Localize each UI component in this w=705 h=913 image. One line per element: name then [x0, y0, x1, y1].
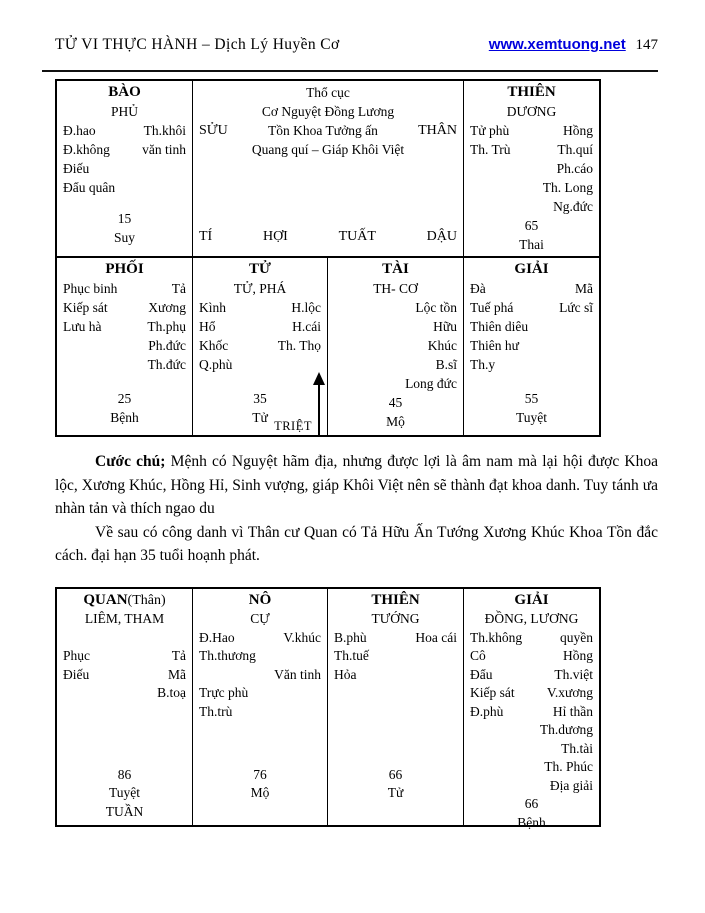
star-row	[63, 140, 186, 159]
star-left: Điếu	[63, 666, 90, 682]
star-row	[199, 703, 321, 722]
star-row	[334, 298, 457, 317]
cell-giai	[464, 258, 599, 435]
star-row	[63, 178, 186, 197]
star-left: Kiếp sát	[63, 300, 108, 315]
life-stage: Suy	[113, 230, 135, 245]
star-right: Hỉ thần	[552, 703, 593, 719]
palace-main-stars: ĐỒNG, LƯƠNG	[484, 611, 579, 626]
star-left	[63, 629, 66, 648]
palace-title-text: THIÊN	[371, 592, 420, 608]
star-left: Kình	[199, 300, 226, 315]
life-stage: Bệnh	[517, 814, 546, 830]
star-left: Đ.phù	[470, 703, 504, 719]
life-stage: Thai	[519, 237, 544, 252]
star-row	[334, 666, 457, 685]
star-row	[470, 159, 593, 178]
star-right: Hồng	[563, 648, 593, 663]
star-row	[63, 121, 186, 140]
life-stage: Mộ	[250, 785, 270, 800]
star-left: Tuế phá	[470, 300, 514, 315]
star-row	[470, 178, 593, 197]
star-right: Th.đức	[147, 357, 186, 372]
upper-row-1	[57, 81, 599, 258]
palace-main-stars: TH- CƠ	[373, 281, 418, 296]
star-left: Th.thương	[199, 648, 256, 663]
star-row	[470, 629, 593, 648]
star-left: Hỏa	[334, 666, 357, 682]
palace-title	[334, 260, 457, 279]
star-right: Ng.đức	[553, 199, 593, 214]
star-left: Th.trù	[199, 703, 233, 719]
palace-title	[63, 591, 186, 610]
star-right: Tả	[171, 281, 186, 296]
cell-phoi	[57, 258, 193, 435]
star-left: Thiên hư	[470, 338, 519, 353]
star-left: Điếu	[63, 161, 90, 176]
star-row	[63, 298, 186, 317]
star-right: Tả	[171, 648, 186, 663]
palace-title-text: PHỐI	[105, 261, 144, 277]
cell-giai-dong-luong	[464, 589, 599, 830]
branch-bottom-row	[199, 227, 457, 247]
palace-footer	[199, 389, 321, 427]
star-row	[199, 666, 321, 685]
palace-main-stars: PHỦ	[110, 104, 138, 119]
star-right: Địa giải	[549, 777, 593, 793]
star-right: Khúc	[427, 338, 457, 353]
age-number: 86	[117, 766, 132, 782]
palace-title	[334, 591, 457, 610]
star-row	[470, 355, 593, 374]
star-row	[470, 666, 593, 685]
tuvi-chart-upper	[55, 79, 601, 437]
star-right: Th.phụ	[147, 319, 186, 334]
career-paragraph	[55, 521, 658, 568]
star-right: Hoa cái	[415, 629, 457, 645]
star-row	[334, 647, 457, 666]
footnotes	[55, 450, 658, 568]
palace-footer	[199, 766, 321, 822]
palace-footer	[470, 216, 593, 254]
palace-title	[470, 260, 593, 279]
star-left: Đẩu quân	[63, 180, 116, 195]
star-row	[470, 740, 593, 759]
age-number: 35	[253, 391, 267, 406]
palace-footer	[63, 389, 186, 427]
star-right: V.xương	[546, 685, 593, 700]
star-row	[470, 197, 593, 216]
page-number: 147	[635, 37, 658, 53]
star-right: Th.dương	[539, 722, 593, 737]
star-row	[470, 647, 593, 666]
star-row	[63, 159, 186, 178]
palace-marker	[199, 803, 321, 822]
palace-footer	[63, 766, 186, 822]
star-right: Th. Thọ	[277, 338, 321, 353]
palace-title	[199, 591, 321, 610]
cell-thien-tuong	[328, 589, 464, 825]
star-right: Th.việt	[554, 666, 593, 682]
star-row	[63, 684, 186, 703]
age-number: 66	[388, 766, 403, 782]
star-right: H.lộc	[291, 300, 321, 315]
star-left: Hổ	[199, 319, 216, 334]
star-left: Đ.không	[63, 142, 110, 157]
star-right: Long đức	[405, 376, 457, 391]
branch-label: HỢI	[262, 229, 288, 244]
star-row	[470, 777, 593, 796]
footnote-lead: Cước chú;	[95, 453, 166, 470]
tuvi-chart-lower	[55, 587, 601, 830]
palace-title-text: TÀI	[382, 261, 409, 277]
branch-label: TUẤT	[338, 229, 376, 244]
footnote-paragraph	[55, 450, 658, 521]
star-right: Hữu	[433, 319, 457, 334]
footnote-body: Mệnh có Nguyệt hãm địa, nhưng được lợi là âm nam mà lại hội được Khoa lộc, Xương Khúc, Hồng Hỉ, Sinh vượng, giáp Khôi Việt nên sẽ thành đạt khoa danh. Tuy tánh ưa nhàn tản và thích ngao du	[55, 453, 658, 517]
cuc-line: Tồn Khoa Tưởng ấn	[268, 123, 378, 138]
star-row	[470, 703, 593, 722]
palace-footer	[334, 766, 457, 822]
star-right: Ph.cáo	[556, 161, 593, 176]
star-left: Th.tuế	[334, 648, 369, 663]
star-right: B.toạ	[157, 685, 186, 700]
life-stage: Tử	[387, 785, 404, 800]
page-header	[55, 36, 658, 54]
star-left: Kiếp sát	[470, 685, 515, 700]
star-right: Th. Phúc	[544, 759, 593, 774]
star-row	[199, 647, 321, 666]
header-rule	[42, 70, 658, 72]
star-right: Mã	[168, 666, 186, 682]
star-right: Th.khôi	[143, 123, 186, 138]
star-row	[199, 684, 321, 703]
star-row	[334, 374, 457, 393]
cell-cuc-center	[193, 81, 464, 256]
branch-than: THÂN	[418, 123, 457, 138]
star-left: Tử phù	[470, 123, 510, 138]
star-left: Đà	[470, 281, 486, 296]
cuc-line: Cơ Nguyệt Đồng Lương	[261, 104, 395, 119]
palace-main-stars: CỰ	[250, 611, 270, 626]
palace-title-text: TỬ	[249, 261, 271, 277]
star-row	[470, 298, 593, 317]
life-stage: Mộ	[386, 414, 405, 429]
star-left: Q.phù	[199, 357, 233, 372]
star-row	[63, 666, 186, 685]
palace-main-stars: TƯỚNG	[371, 611, 420, 626]
branch-label: TÍ	[199, 229, 213, 244]
palace-main-stars: TỬ, PHÁ	[233, 281, 287, 296]
life-stage: Bệnh	[110, 410, 139, 425]
star-row	[199, 336, 321, 355]
palace-marker: TUẦN	[105, 803, 144, 819]
palace-title	[470, 591, 593, 610]
palace-marker	[334, 803, 457, 822]
star-row	[199, 317, 321, 336]
cell-tu	[193, 258, 328, 435]
star-row	[334, 629, 457, 648]
palace-footer	[470, 389, 593, 427]
upper-row-2	[57, 258, 599, 435]
palace-title	[63, 260, 186, 279]
star-row	[63, 336, 186, 355]
palace-footer	[63, 209, 186, 247]
cell-no	[193, 589, 328, 825]
palace-title	[63, 83, 186, 102]
star-left: Đ.Hao	[199, 629, 235, 645]
palace-title-text: NÔ	[248, 592, 272, 608]
star-right: Lức sĩ	[559, 300, 593, 315]
star-row	[63, 279, 186, 298]
star-row	[334, 336, 457, 355]
header-right	[489, 36, 658, 54]
star-right: Văn tinh	[274, 666, 321, 682]
star-right: Ph.đức	[148, 338, 186, 353]
site-link[interactable]: www.xemtuong.net	[488, 36, 626, 53]
palace-footer	[470, 795, 593, 832]
star-row	[334, 355, 457, 374]
star-row	[334, 317, 457, 336]
cell-tai	[328, 258, 464, 435]
age-number: 15	[117, 211, 132, 226]
palace-main-stars: DƯƠNG	[506, 104, 557, 119]
star-row	[470, 317, 593, 336]
star-left: Cô	[470, 648, 486, 663]
star-left: Lưu hà	[63, 319, 102, 334]
palace-footer	[334, 393, 457, 431]
cell-quan	[57, 589, 193, 825]
star-left: Phục	[63, 648, 90, 663]
star-row	[199, 629, 321, 648]
star-left: Trực phù	[199, 685, 249, 700]
life-stage: Tuyệt	[108, 785, 140, 800]
palace-title-suffix: (Thân)	[127, 593, 166, 608]
palace-title	[199, 260, 321, 279]
star-left: B.phù	[334, 629, 367, 645]
star-left: Th.không	[470, 629, 523, 645]
cell-thien-duong	[464, 81, 599, 256]
cuc-line: Thổ cục	[306, 85, 350, 100]
star-row	[470, 140, 593, 159]
star-row	[199, 298, 321, 317]
palace-title-text: QUAN	[83, 592, 128, 608]
star-right: Xương	[148, 300, 186, 315]
star-right: văn tinh	[142, 142, 186, 157]
star-right: Hồng	[563, 123, 593, 138]
star-right: quyền	[560, 629, 593, 645]
branch-line	[199, 121, 457, 140]
age-number: 25	[117, 391, 132, 406]
age-number: 45	[388, 395, 403, 410]
star-left: Đ.hao	[63, 123, 96, 138]
cuc-line: Quang quí – Giáp Khôi Việt	[251, 142, 405, 157]
age-number: 76	[253, 766, 267, 782]
palace-title-text: GIẢI	[514, 592, 549, 608]
star-left: Phục binh	[63, 281, 118, 296]
life-stage: Tuyệt	[515, 410, 547, 425]
star-row	[470, 121, 593, 140]
star-right: Th. Long	[542, 180, 593, 195]
triet-label: TRIỆT	[274, 419, 312, 433]
star-row	[470, 684, 593, 703]
palace-title-text: THIÊN	[507, 84, 556, 100]
star-row	[470, 336, 593, 355]
age-number: 66	[524, 796, 539, 811]
star-left: Khốc	[199, 338, 229, 353]
star-right: Th.quí	[557, 142, 593, 157]
star-right: Mã	[575, 281, 593, 296]
star-right: Lộc tồn	[415, 300, 457, 315]
palace-title	[470, 83, 593, 102]
palace-main-stars: LIÊM, THAM	[84, 611, 165, 626]
book-title: TỬ VI THỰC HÀNH – Dịch Lý Huyền Cơ	[55, 36, 340, 53]
lower-row	[57, 589, 599, 830]
career-text: Về sau có công danh vì Thân cư Quan có Tả Hữu Ấn Tướng Xương Khúc Khoa Tồn đắc cách. đại hạn 35 tuổi hoạnh phát.	[55, 523, 658, 564]
star-row	[470, 758, 593, 777]
age-number: 55	[524, 391, 539, 406]
star-row	[63, 355, 186, 374]
star-row	[470, 279, 593, 298]
palace-title-text: GIẢI	[514, 261, 549, 277]
star-left: Đẩu	[470, 666, 493, 682]
star-left: Thiên diêu	[470, 319, 529, 334]
branch-suu: SỬU	[199, 123, 228, 138]
life-stage: Tử	[252, 410, 268, 425]
star-row	[63, 317, 186, 336]
star-right: V.khúc	[283, 629, 321, 645]
star-right: B.sĩ	[435, 357, 457, 372]
star-row	[470, 721, 593, 740]
star-row	[63, 647, 186, 666]
palace-title-text: BÀO	[108, 84, 141, 100]
age-number: 65	[524, 218, 539, 233]
star-right: Th.tài	[561, 740, 593, 756]
star-right: H.cái	[292, 319, 321, 334]
star-left: Th. Trù	[470, 142, 511, 157]
star-left: Th.y	[470, 357, 496, 372]
cell-bao	[57, 81, 193, 256]
star-row	[63, 629, 186, 648]
branch-label: DẬU	[426, 229, 457, 244]
star-row	[199, 355, 321, 374]
